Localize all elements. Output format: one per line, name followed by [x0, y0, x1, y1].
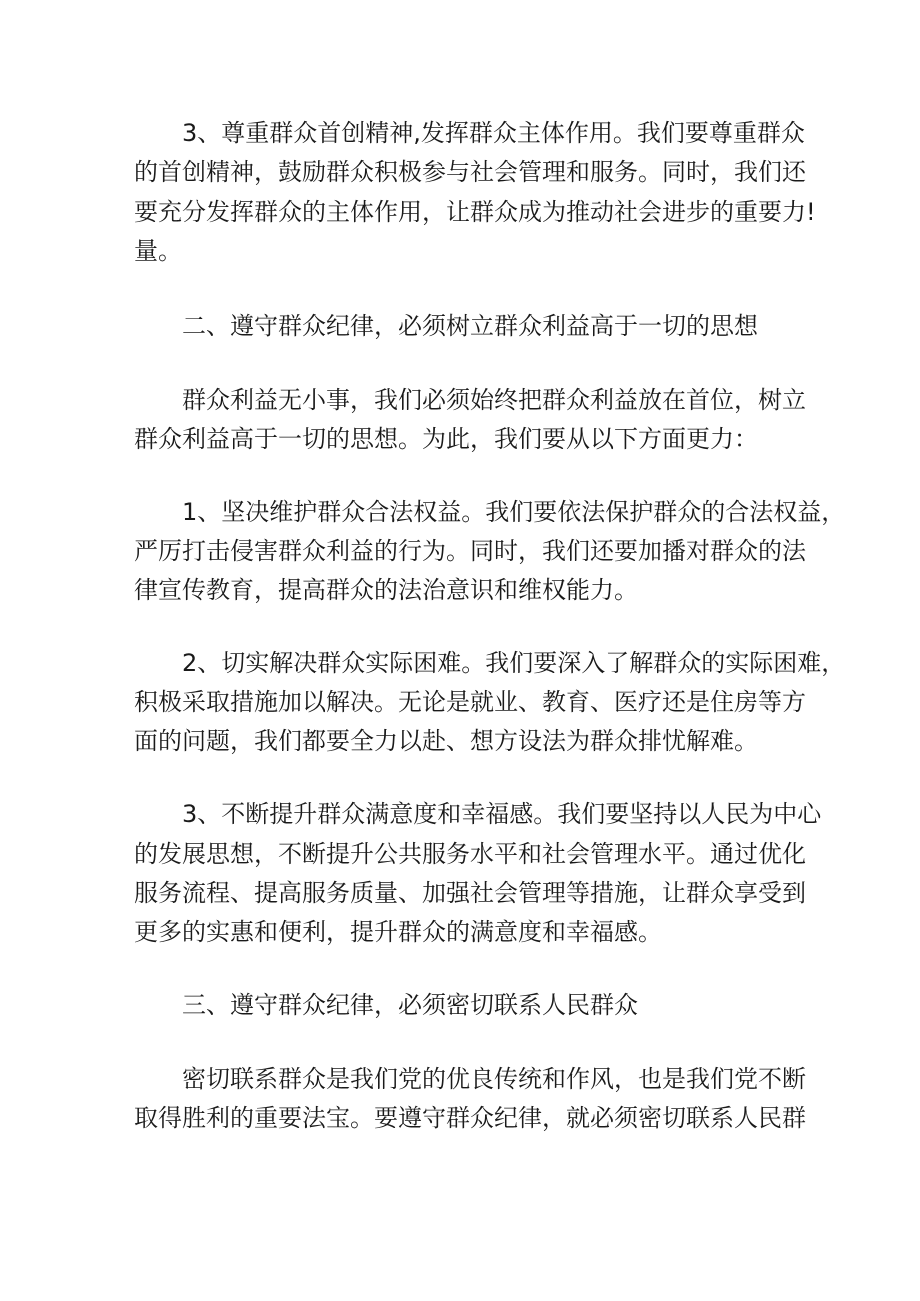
paragraph-line: 密切联系群众是我们党的优良传统和作风，也是我们党不断 [182, 1065, 806, 1093]
paragraph-line: 服务流程、提高服务质量、加强社会管理等措施，让群众享受到 [134, 879, 806, 907]
paragraph-line: 的首创精神，鼓励群众积极参与社会管理和服务。同时，我们还 [134, 158, 806, 186]
paragraph-line: 量。 [134, 237, 182, 265]
paragraph-line: 积极采取措施加以解决。无论是就业、教育、医疗还是住房等方 [134, 688, 806, 716]
paragraph-line: 律宣传教育，提高群众的法治意识和维权能力。 [134, 576, 638, 604]
paragraph-line: 要充分发挥群众的主体作用，让群众成为推动社会进步的重要力! [134, 198, 816, 226]
paragraph-line: 更多的实惠和便利，提升群众的满意度和幸福感。 [134, 918, 662, 946]
paragraph-line: 群众利益无小事，我们必须始终把群众利益放在首位，树立 [182, 386, 806, 414]
paragraph-line: 3、不断提升群众满意度和幸福感。我们要坚持以人民为中心 [182, 800, 822, 828]
paragraph-line: 的发展思想，不断提升公共服务水平和社会管理水平。通过优化 [134, 840, 806, 868]
paragraph-line: 群众利益高于一切的思想。为此，我们要从以下方面更力： [134, 425, 758, 453]
paragraph-line: 取得胜利的重要法宝。要遵守群众纪律，就必须密切联系人民群 [134, 1104, 806, 1132]
section-heading: 二、遵守群众纪律，必须树立群众利益高于一切的思想 [182, 312, 758, 340]
section-heading: 三、遵守群众纪律，必须密切联系人民群众 [182, 991, 638, 1019]
paragraph-line: 2、切实解决群众实际困难。我们要深入了解群众的实际困难， [182, 649, 846, 677]
paragraph-line: 1、坚决维护群众合法权益。我们要依法保护群众的合法权益， [182, 498, 846, 526]
paragraph-line: 严厉打击侵害群众利益的行为。同时，我们还要加播对群众的法 [134, 537, 806, 565]
paragraph-line: 3、尊重群众首创精神,发挥群众主体作用。我们要尊重群众 [182, 119, 805, 147]
paragraph-line: 面的问题，我们都要全力以赴、想方设法为群众排忧解难。 [134, 727, 758, 755]
